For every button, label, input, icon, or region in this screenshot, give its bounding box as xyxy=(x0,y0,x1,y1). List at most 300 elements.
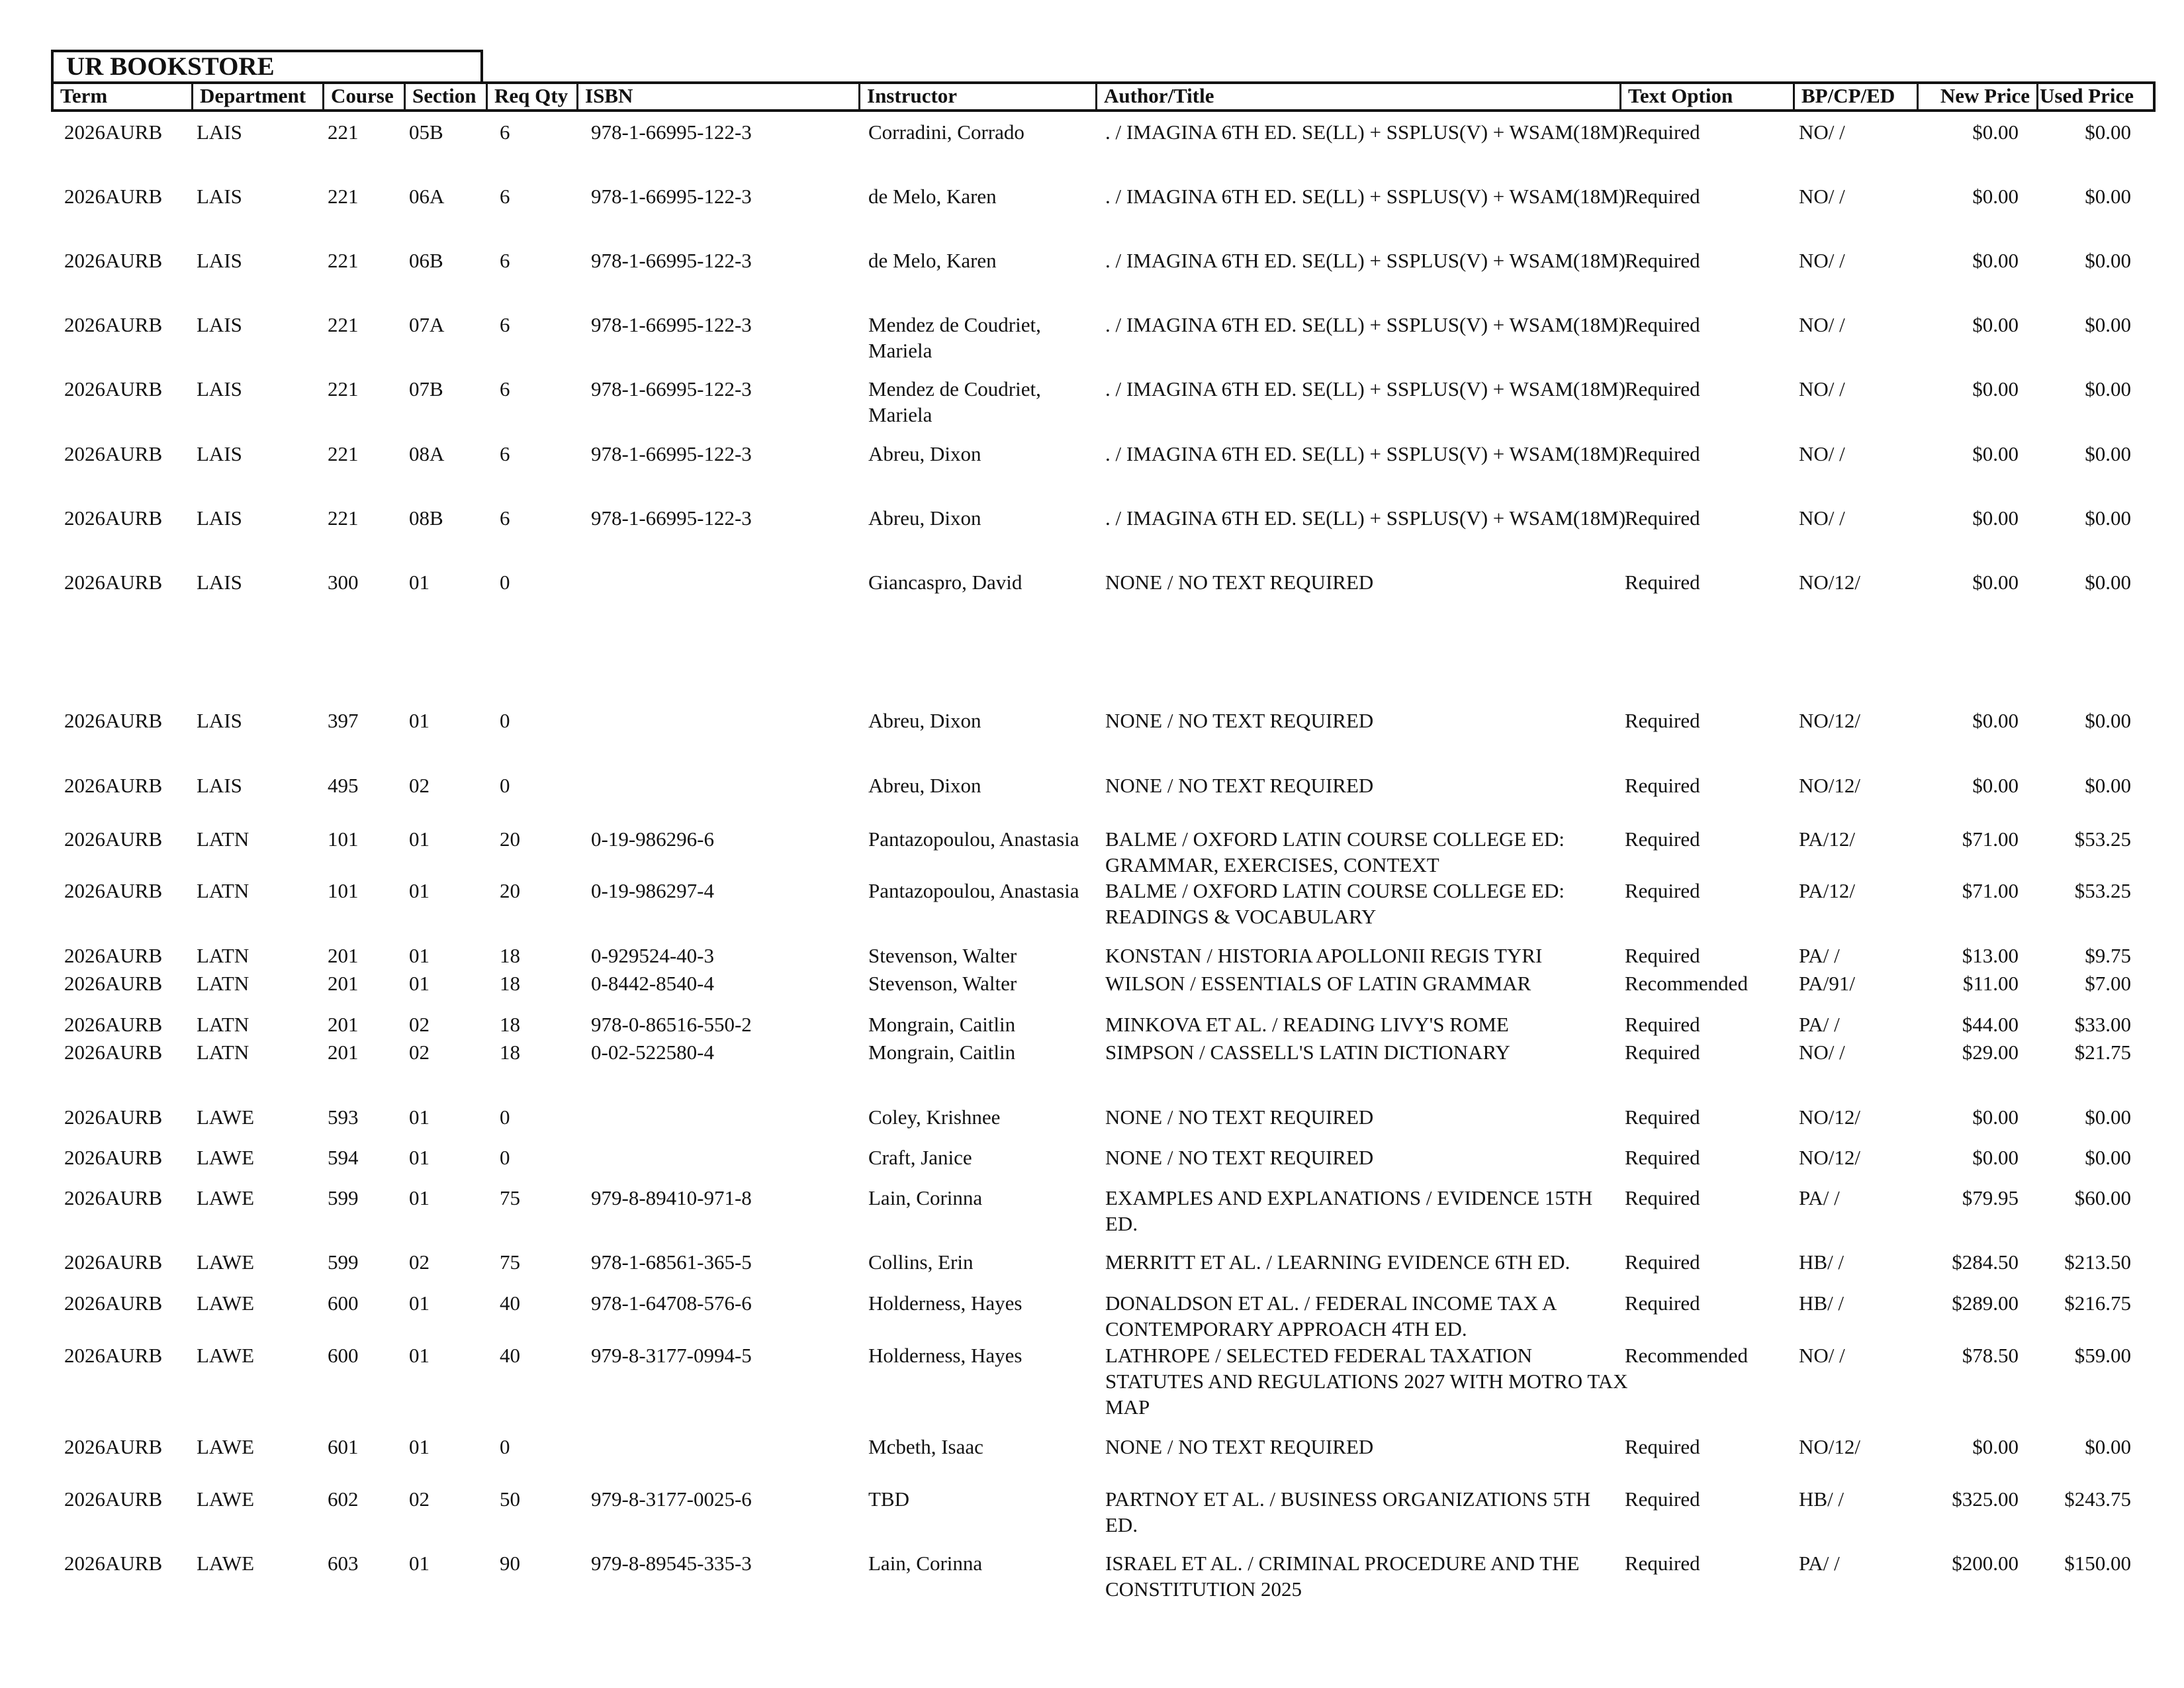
cell-bp-cp-ed: NO/ / xyxy=(1799,377,1845,400)
cell-text-option: Required xyxy=(1625,442,1700,465)
cell-author-title: BALME / OXFORD LATIN COURSE COLLEGE ED: GRAMMAR, EXERCISES, CONTEXT xyxy=(1105,827,1565,876)
cell-author-title: NONE / NO TEXT REQUIRED xyxy=(1105,1435,1374,1458)
cell-isbn: 978-0-86516-550-2 xyxy=(591,1013,752,1036)
cell-section: 01 xyxy=(409,1344,430,1367)
cell-new-price: $44.00 xyxy=(1962,1013,2019,1036)
cell-term: 2026AURB xyxy=(64,972,163,995)
cell-department: LAIS xyxy=(197,313,242,336)
column-header-used-price: Used Price xyxy=(2036,84,2153,109)
cell-bp-cp-ed: PA/ / xyxy=(1799,1013,1840,1036)
cell-used-price: $53.25 xyxy=(2074,879,2131,902)
cell-bp-cp-ed: PA/12/ xyxy=(1799,827,1856,851)
cell-req-qty: 18 xyxy=(500,1041,520,1064)
cell-text-option: Required xyxy=(1625,377,1700,400)
cell-instructor: Stevenson, Walter xyxy=(868,944,1017,967)
cell-term: 2026AURB xyxy=(64,1552,163,1575)
cell-author-title: NONE / NO TEXT REQUIRED xyxy=(1105,1146,1374,1169)
cell-instructor: Collins, Erin xyxy=(868,1250,974,1274)
column-header-isbn: ISBN xyxy=(576,84,858,109)
cell-section: 07B xyxy=(409,377,443,400)
cell-req-qty: 0 xyxy=(500,1435,510,1458)
cell-req-qty: 6 xyxy=(500,249,510,272)
cell-bp-cp-ed: PA/12/ xyxy=(1799,879,1856,902)
cell-instructor: Mongrain, Caitlin xyxy=(868,1041,1016,1064)
cell-used-price: $0.00 xyxy=(2085,709,2131,732)
cell-isbn: 979-8-3177-0994-5 xyxy=(591,1344,752,1367)
cell-new-price: $0.00 xyxy=(1972,571,2019,594)
cell-text-option: Required xyxy=(1625,1291,1700,1315)
cell-isbn: 0-19-986296-6 xyxy=(591,827,714,851)
cell-department: LAWE xyxy=(197,1435,255,1458)
cell-used-price: $213.50 xyxy=(2064,1250,2131,1274)
cell-bp-cp-ed: PA/91/ xyxy=(1799,972,1856,995)
cell-section: 01 xyxy=(409,1435,430,1458)
cell-used-price: $0.00 xyxy=(2085,571,2131,594)
cell-author-title: . / IMAGINA 6TH ED. SE(LL) + SSPLUS(V) + WSAM(18M) xyxy=(1105,249,1626,272)
cell-term: 2026AURB xyxy=(64,944,163,967)
cell-course: 221 xyxy=(328,185,359,208)
cell-used-price: $0.00 xyxy=(2085,1105,2131,1129)
cell-term: 2026AURB xyxy=(64,1435,163,1458)
cell-new-price: $0.00 xyxy=(1972,1105,2019,1129)
cell-course: 593 xyxy=(328,1105,359,1129)
cell-new-price: $0.00 xyxy=(1972,1435,2019,1458)
cell-isbn: 978-1-66995-122-3 xyxy=(591,249,752,272)
cell-instructor: Abreu, Dixon xyxy=(868,506,981,530)
cell-isbn: 978-1-66995-122-3 xyxy=(591,313,752,336)
cell-instructor: de Melo, Karen xyxy=(868,185,997,208)
cell-department: LAIS xyxy=(197,709,242,732)
cell-author-title: LATHROPE / SELECTED FEDERAL TAXATION STATUTES AND REGULATIONS 2027 WITH MOTRO TAX MAP xyxy=(1105,1344,1628,1419)
cell-bp-cp-ed: NO/ / xyxy=(1799,442,1845,465)
cell-section: 01 xyxy=(409,1291,430,1315)
cell-new-price: $71.00 xyxy=(1962,879,2019,902)
cell-author-title: . / IMAGINA 6TH ED. SE(LL) + SSPLUS(V) + WSAM(18M) xyxy=(1105,313,1626,336)
cell-instructor: Mcbeth, Isaac xyxy=(868,1435,983,1458)
cell-section: 01 xyxy=(409,944,430,967)
cell-text-option: Required xyxy=(1625,120,1700,144)
cell-isbn: 0-929524-40-3 xyxy=(591,944,714,967)
cell-course: 594 xyxy=(328,1146,359,1169)
cell-course: 602 xyxy=(328,1487,359,1511)
cell-used-price: $59.00 xyxy=(2074,1344,2131,1367)
cell-course: 600 xyxy=(328,1344,359,1367)
cell-bp-cp-ed: NO/ / xyxy=(1799,1041,1845,1064)
cell-course: 495 xyxy=(328,774,359,797)
cell-new-price: $0.00 xyxy=(1972,774,2019,797)
cell-department: LAWE xyxy=(197,1186,255,1209)
cell-term: 2026AURB xyxy=(64,506,163,530)
cell-course: 300 xyxy=(328,571,359,594)
cell-text-option: Required xyxy=(1625,313,1700,336)
cell-req-qty: 6 xyxy=(500,377,510,400)
cell-department: LAWE xyxy=(197,1291,255,1315)
cell-course: 221 xyxy=(328,442,359,465)
cell-term: 2026AURB xyxy=(64,1250,163,1274)
cell-new-price: $325.00 xyxy=(1952,1487,2019,1511)
cell-section: 08B xyxy=(409,506,443,530)
cell-course: 101 xyxy=(328,827,359,851)
cell-course: 599 xyxy=(328,1250,359,1274)
cell-instructor: Mendez de Coudriet, Mariela xyxy=(868,313,1041,362)
cell-department: LAIS xyxy=(197,120,242,144)
table-header xyxy=(51,81,2156,112)
cell-instructor: Corradini, Corrado xyxy=(868,120,1024,144)
cell-course: 601 xyxy=(328,1435,359,1458)
cell-course: 221 xyxy=(328,249,359,272)
cell-course: 397 xyxy=(328,709,359,732)
cell-req-qty: 6 xyxy=(500,313,510,336)
cell-term: 2026AURB xyxy=(64,313,163,336)
cell-department: LATN xyxy=(197,827,250,851)
cell-author-title: SIMPSON / CASSELL'S LATIN DICTIONARY xyxy=(1105,1041,1510,1064)
cell-req-qty: 0 xyxy=(500,1105,510,1129)
cell-author-title: KONSTAN / HISTORIA APOLLONII REGIS TYRI xyxy=(1105,944,1543,967)
cell-author-title: MINKOVA ET AL. / READING LIVY'S ROME xyxy=(1105,1013,1509,1036)
cell-instructor: Stevenson, Walter xyxy=(868,972,1017,995)
cell-new-price: $0.00 xyxy=(1972,506,2019,530)
cell-isbn: 0-19-986297-4 xyxy=(591,879,714,902)
cell-bp-cp-ed: NO/12/ xyxy=(1799,774,1860,797)
cell-term: 2026AURB xyxy=(64,1291,163,1315)
cell-used-price: $0.00 xyxy=(2085,506,2131,530)
cell-term: 2026AURB xyxy=(64,879,163,902)
cell-new-price: $289.00 xyxy=(1952,1291,2019,1315)
cell-text-option: Required xyxy=(1625,1435,1700,1458)
cell-text-option: Required xyxy=(1625,1013,1700,1036)
cell-req-qty: 0 xyxy=(500,709,510,732)
cell-author-title: . / IMAGINA 6TH ED. SE(LL) + SSPLUS(V) + WSAM(18M) xyxy=(1105,442,1626,465)
cell-author-title: NONE / NO TEXT REQUIRED xyxy=(1105,774,1374,797)
cell-new-price: $0.00 xyxy=(1972,249,2019,272)
cell-text-option: Required xyxy=(1625,506,1700,530)
cell-used-price: $0.00 xyxy=(2085,1435,2131,1458)
cell-instructor: Abreu, Dixon xyxy=(868,442,981,465)
cell-bp-cp-ed: PA/ / xyxy=(1799,944,1840,967)
cell-req-qty: 0 xyxy=(500,1146,510,1169)
cell-bp-cp-ed: NO/ / xyxy=(1799,506,1845,530)
cell-term: 2026AURB xyxy=(64,442,163,465)
cell-isbn: 979-8-3177-0025-6 xyxy=(591,1487,752,1511)
cell-bp-cp-ed: NO/ / xyxy=(1799,313,1845,336)
cell-term: 2026AURB xyxy=(64,1041,163,1064)
cell-req-qty: 40 xyxy=(500,1344,520,1367)
cell-text-option: Required xyxy=(1625,1552,1700,1575)
cell-bp-cp-ed: PA/ / xyxy=(1799,1552,1840,1575)
cell-isbn: 978-1-66995-122-3 xyxy=(591,120,752,144)
cell-req-qty: 90 xyxy=(500,1552,520,1575)
cell-text-option: Required xyxy=(1625,944,1700,967)
cell-section: 01 xyxy=(409,1552,430,1575)
cell-instructor: Holderness, Hayes xyxy=(868,1291,1023,1315)
cell-req-qty: 18 xyxy=(500,1013,520,1036)
cell-req-qty: 18 xyxy=(500,972,520,995)
cell-course: 201 xyxy=(328,1013,359,1036)
cell-text-option: Recommended xyxy=(1625,1344,1748,1367)
cell-department: LAIS xyxy=(197,377,242,400)
cell-bp-cp-ed: NO/12/ xyxy=(1799,571,1860,594)
cell-section: 01 xyxy=(409,571,430,594)
cell-instructor: Lain, Corinna xyxy=(868,1186,983,1209)
column-header-instructor: Instructor xyxy=(858,84,1095,109)
column-header-term: Term xyxy=(60,84,108,107)
cell-used-price: $0.00 xyxy=(2085,377,2131,400)
column-header-course: Course xyxy=(322,84,404,109)
cell-section: 02 xyxy=(409,1041,430,1064)
cell-author-title: . / IMAGINA 6TH ED. SE(LL) + SSPLUS(V) + WSAM(18M) xyxy=(1105,185,1626,208)
cell-department: LAWE xyxy=(197,1105,255,1129)
cell-new-price: $29.00 xyxy=(1962,1041,2019,1064)
cell-section: 02 xyxy=(409,1487,430,1511)
cell-author-title: ISRAEL ET AL. / CRIMINAL PROCEDURE AND THE CONSTITUTION 2025 xyxy=(1105,1552,1580,1601)
cell-req-qty: 0 xyxy=(500,774,510,797)
cell-new-price: $13.00 xyxy=(1962,944,2019,967)
cell-department: LAIS xyxy=(197,249,242,272)
cell-term: 2026AURB xyxy=(64,571,163,594)
cell-term: 2026AURB xyxy=(64,1344,163,1367)
cell-new-price: $0.00 xyxy=(1972,442,2019,465)
cell-text-option: Required xyxy=(1625,879,1700,902)
cell-bp-cp-ed: HB/ / xyxy=(1799,1291,1844,1315)
cell-course: 201 xyxy=(328,972,359,995)
cell-term: 2026AURB xyxy=(64,1013,163,1036)
cell-text-option: Required xyxy=(1625,1250,1700,1274)
cell-course: 201 xyxy=(328,1041,359,1064)
cell-req-qty: 20 xyxy=(500,827,520,851)
cell-text-option: Required xyxy=(1625,1186,1700,1209)
cell-bp-cp-ed: NO/12/ xyxy=(1799,1105,1860,1129)
column-header-author-title: Author/Title xyxy=(1095,84,1619,109)
cell-bp-cp-ed: PA/ / xyxy=(1799,1186,1840,1209)
cell-course: 221 xyxy=(328,506,359,530)
cell-bp-cp-ed: HB/ / xyxy=(1799,1487,1844,1511)
cell-section: 01 xyxy=(409,1105,430,1129)
cell-instructor: Holderness, Hayes xyxy=(868,1344,1023,1367)
cell-author-title: . / IMAGINA 6TH ED. SE(LL) + SSPLUS(V) + WSAM(18M) xyxy=(1105,120,1626,144)
column-header-req-qty: Req Qty xyxy=(486,84,576,109)
cell-new-price: $0.00 xyxy=(1972,709,2019,732)
cell-text-option: Required xyxy=(1625,1146,1700,1169)
cell-new-price: $200.00 xyxy=(1952,1552,2019,1575)
cell-author-title: . / IMAGINA 6TH ED. SE(LL) + SSPLUS(V) + WSAM(18M) xyxy=(1105,377,1626,400)
cell-new-price: $79.95 xyxy=(1962,1186,2019,1209)
cell-department: LAWE xyxy=(197,1487,255,1511)
cell-course: 221 xyxy=(328,377,359,400)
cell-used-price: $0.00 xyxy=(2085,774,2131,797)
cell-department: LAIS xyxy=(197,774,242,797)
cell-author-title: EXAMPLES AND EXPLANATIONS / EVIDENCE 15TH ED. xyxy=(1105,1186,1593,1235)
cell-new-price: $0.00 xyxy=(1972,120,2019,144)
cell-text-option: Required xyxy=(1625,185,1700,208)
cell-department: LATN xyxy=(197,879,250,902)
cell-req-qty: 6 xyxy=(500,506,510,530)
cell-bp-cp-ed: HB/ / xyxy=(1799,1250,1844,1274)
cell-section: 06A xyxy=(409,185,445,208)
cell-instructor: Abreu, Dixon xyxy=(868,709,981,732)
cell-section: 01 xyxy=(409,1186,430,1209)
cell-section: 01 xyxy=(409,827,430,851)
cell-course: 201 xyxy=(328,944,359,967)
cell-bp-cp-ed: NO/12/ xyxy=(1799,709,1860,732)
cell-new-price: $11.00 xyxy=(1962,972,2019,995)
cell-text-option: Required xyxy=(1625,249,1700,272)
cell-instructor: Pantazopoulou, Anastasia xyxy=(868,827,1079,851)
cell-text-option: Required xyxy=(1625,827,1700,851)
cell-section: 01 xyxy=(409,972,430,995)
cell-used-price: $53.25 xyxy=(2074,827,2131,851)
cell-new-price: $0.00 xyxy=(1972,1146,2019,1169)
page-title: UR BOOKSTORE xyxy=(51,50,483,81)
cell-req-qty: 6 xyxy=(500,120,510,144)
cell-req-qty: 50 xyxy=(500,1487,520,1511)
cell-text-option: Required xyxy=(1625,1487,1700,1511)
cell-course: 101 xyxy=(328,879,359,902)
cell-course: 221 xyxy=(328,120,359,144)
cell-term: 2026AURB xyxy=(64,1146,163,1169)
cell-term: 2026AURB xyxy=(64,827,163,851)
cell-author-title: BALME / OXFORD LATIN COURSE COLLEGE ED: READINGS & VOCABULARY xyxy=(1105,879,1565,928)
cell-department: LAIS xyxy=(197,185,242,208)
cell-instructor: Mongrain, Caitlin xyxy=(868,1013,1016,1036)
cell-course: 221 xyxy=(328,313,359,336)
cell-new-price: $284.50 xyxy=(1952,1250,2019,1274)
cell-used-price: $0.00 xyxy=(2085,442,2131,465)
cell-req-qty: 75 xyxy=(500,1186,520,1209)
cell-section: 01 xyxy=(409,879,430,902)
cell-used-price: $21.75 xyxy=(2074,1041,2131,1064)
cell-term: 2026AURB xyxy=(64,377,163,400)
cell-new-price: $0.00 xyxy=(1972,313,2019,336)
cell-department: LAWE xyxy=(197,1250,255,1274)
cell-text-option: Recommended xyxy=(1625,972,1748,995)
cell-isbn: 978-1-66995-122-3 xyxy=(591,442,752,465)
cell-department: LAIS xyxy=(197,571,242,594)
cell-department: LAIS xyxy=(197,442,242,465)
cell-instructor: Coley, Krishnee xyxy=(868,1105,1001,1129)
cell-instructor: Craft, Janice xyxy=(868,1146,972,1169)
cell-req-qty: 20 xyxy=(500,879,520,902)
cell-new-price: $78.50 xyxy=(1962,1344,2019,1367)
column-header-bp-cp-ed: BP/CP/ED xyxy=(1793,84,1917,109)
cell-department: LAIS xyxy=(197,506,242,530)
cell-new-price: $71.00 xyxy=(1962,827,2019,851)
cell-bp-cp-ed: NO/ / xyxy=(1799,120,1845,144)
cell-bp-cp-ed: NO/12/ xyxy=(1799,1146,1860,1169)
cell-instructor: Lain, Corinna xyxy=(868,1552,983,1575)
cell-req-qty: 75 xyxy=(500,1250,520,1274)
cell-section: 06B xyxy=(409,249,443,272)
cell-section: 02 xyxy=(409,1013,430,1036)
cell-instructor: Mendez de Coudriet, Mariela xyxy=(868,377,1041,426)
cell-section: 01 xyxy=(409,1146,430,1169)
cell-department: LAWE xyxy=(197,1146,255,1169)
cell-instructor: de Melo, Karen xyxy=(868,249,997,272)
cell-req-qty: 0 xyxy=(500,571,510,594)
cell-instructor: TBD xyxy=(868,1487,909,1511)
cell-author-title: WILSON / ESSENTIALS OF LATIN GRAMMAR xyxy=(1105,972,1531,995)
cell-req-qty: 18 xyxy=(500,944,520,967)
cell-used-price: $0.00 xyxy=(2085,249,2131,272)
cell-term: 2026AURB xyxy=(64,709,163,732)
cell-department: LAWE xyxy=(197,1552,255,1575)
cell-isbn: 979-8-89545-335-3 xyxy=(591,1552,752,1575)
cell-instructor: Giancaspro, David xyxy=(868,571,1023,594)
cell-department: LATN xyxy=(197,1041,250,1064)
cell-course: 603 xyxy=(328,1552,359,1575)
cell-used-price: $60.00 xyxy=(2074,1186,2131,1209)
cell-text-option: Required xyxy=(1625,1105,1700,1129)
cell-used-price: $0.00 xyxy=(2085,185,2131,208)
cell-isbn: 978-1-66995-122-3 xyxy=(591,506,752,530)
cell-isbn: 0-8442-8540-4 xyxy=(591,972,714,995)
cell-isbn: 979-8-89410-971-8 xyxy=(591,1186,752,1209)
cell-author-title: PARTNOY ET AL. / BUSINESS ORGANIZATIONS 5TH ED. xyxy=(1105,1487,1591,1536)
cell-term: 2026AURB xyxy=(64,1105,163,1129)
cell-bp-cp-ed: NO/ / xyxy=(1799,1344,1845,1367)
cell-author-title: NONE / NO TEXT REQUIRED xyxy=(1105,1105,1374,1129)
cell-term: 2026AURB xyxy=(64,1487,163,1511)
cell-used-price: $9.75 xyxy=(2085,944,2131,967)
cell-isbn: 978-1-66995-122-3 xyxy=(591,185,752,208)
cell-used-price: $0.00 xyxy=(2085,1146,2131,1169)
cell-term: 2026AURB xyxy=(64,249,163,272)
cell-section: 01 xyxy=(409,709,430,732)
cell-author-title: NONE / NO TEXT REQUIRED xyxy=(1105,709,1374,732)
cell-term: 2026AURB xyxy=(64,185,163,208)
cell-department: LATN xyxy=(197,972,250,995)
cell-course: 599 xyxy=(328,1186,359,1209)
cell-new-price: $0.00 xyxy=(1972,377,2019,400)
cell-new-price: $0.00 xyxy=(1972,185,2019,208)
column-header-section: Section xyxy=(404,84,486,109)
column-header-new-price: New Price xyxy=(1917,84,2036,109)
cell-used-price: $243.75 xyxy=(2064,1487,2131,1511)
cell-isbn: 978-1-68561-365-5 xyxy=(591,1250,752,1274)
cell-department: LATN xyxy=(197,1013,250,1036)
cell-section: 05B xyxy=(409,120,443,144)
cell-section: 02 xyxy=(409,774,430,797)
cell-req-qty: 40 xyxy=(500,1291,520,1315)
cell-bp-cp-ed: NO/12/ xyxy=(1799,1435,1860,1458)
cell-author-title: MERRITT ET AL. / LEARNING EVIDENCE 6TH ED. xyxy=(1105,1250,1570,1274)
cell-section: 08A xyxy=(409,442,445,465)
cell-term: 2026AURB xyxy=(64,774,163,797)
cell-author-title: DONALDSON ET AL. / FEDERAL INCOME TAX A CONTEMPORARY APPROACH 4TH ED. xyxy=(1105,1291,1556,1340)
column-header-text-option: Text Option xyxy=(1619,84,1793,109)
cell-req-qty: 6 xyxy=(500,185,510,208)
cell-text-option: Required xyxy=(1625,709,1700,732)
cell-isbn: 0-02-522580-4 xyxy=(591,1041,714,1064)
cell-course: 600 xyxy=(328,1291,359,1315)
cell-used-price: $33.00 xyxy=(2074,1013,2131,1036)
cell-used-price: $150.00 xyxy=(2064,1552,2131,1575)
cell-bp-cp-ed: NO/ / xyxy=(1799,249,1845,272)
cell-term: 2026AURB xyxy=(64,1186,163,1209)
cell-used-price: $0.00 xyxy=(2085,313,2131,336)
cell-author-title: . / IMAGINA 6TH ED. SE(LL) + SSPLUS(V) + WSAM(18M) xyxy=(1105,506,1626,530)
cell-instructor: Abreu, Dixon xyxy=(868,774,981,797)
cell-isbn: 978-1-64708-576-6 xyxy=(591,1291,752,1315)
cell-used-price: $216.75 xyxy=(2064,1291,2131,1315)
cell-text-option: Required xyxy=(1625,1041,1700,1064)
cell-author-title: NONE / NO TEXT REQUIRED xyxy=(1105,571,1374,594)
cell-req-qty: 6 xyxy=(500,442,510,465)
cell-used-price: $7.00 xyxy=(2085,972,2131,995)
cell-text-option: Required xyxy=(1625,774,1700,797)
cell-isbn: 978-1-66995-122-3 xyxy=(591,377,752,400)
cell-bp-cp-ed: NO/ / xyxy=(1799,185,1845,208)
cell-section: 02 xyxy=(409,1250,430,1274)
